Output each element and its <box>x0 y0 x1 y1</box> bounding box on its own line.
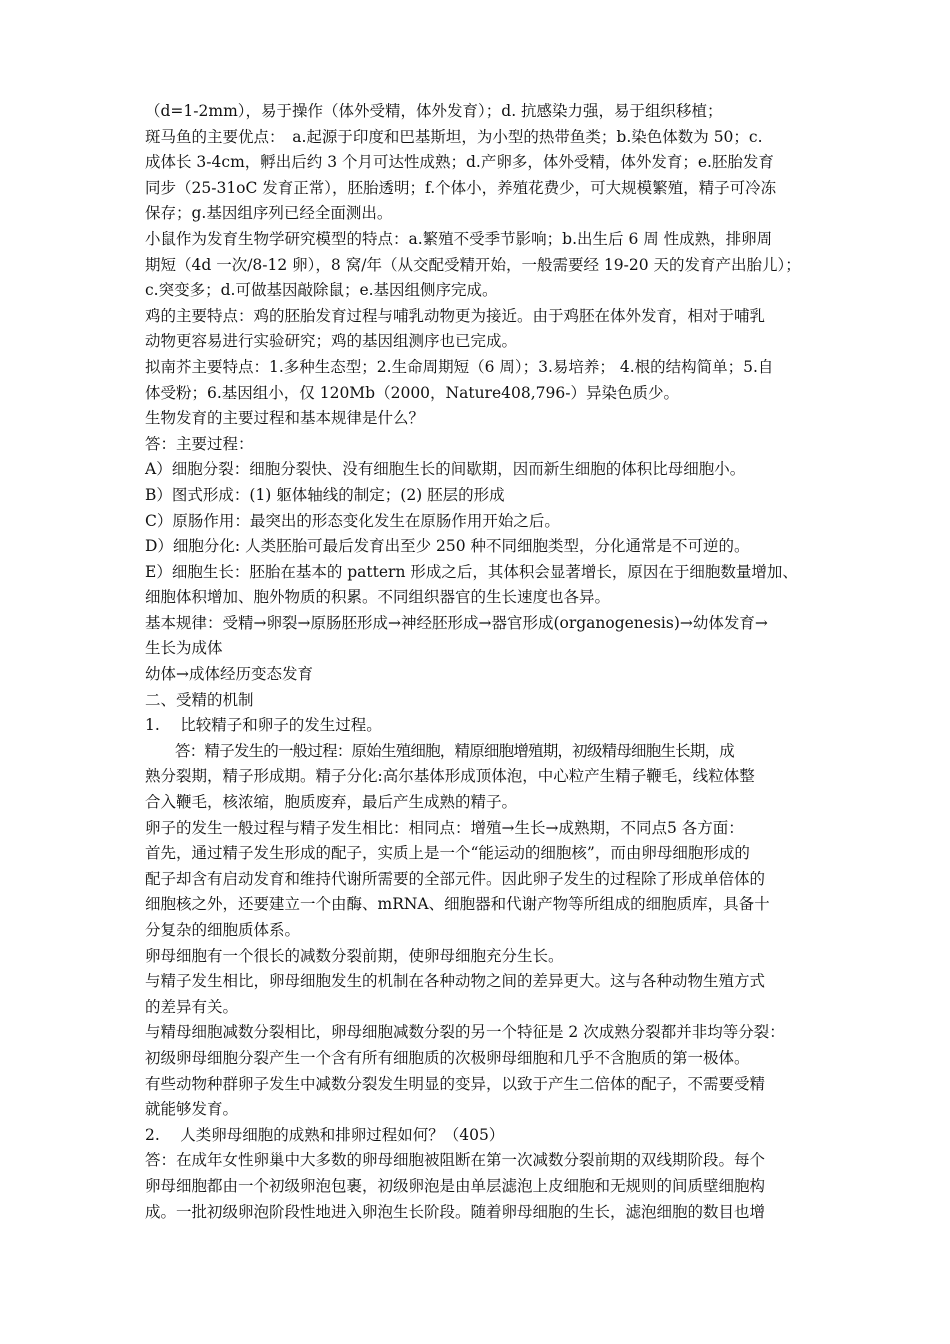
text-line: 配子却含有启动发育和维持代谢所需要的全部元件。因此卵子发生的过程除了形成单倍体的 <box>145 869 766 888</box>
text-line: 小鼠作为发育生物学研究模型的特点：a.繁殖不受季节影响；b.出生后 6 周 性成熟，排卵周 <box>145 229 773 248</box>
text-line: 2. 人类卵母细胞的成熟和排卵过程如何？（405） <box>145 1125 505 1144</box>
text-line: 熟分裂期，精子形成期。精子分化:高尔基体形成顶体泡，中心粒产生精子鞭毛，线粒体整 <box>145 767 755 786</box>
text-line: 成。一批初级卵泡阶段性地进入卵泡生长阶段。随着卵母细胞的生长，滤泡细胞的数目也增 <box>145 1202 766 1221</box>
text-line: 与精子发生相比，卵母细胞发生的机制在各种动物之间的差异更大。这与各种动物生殖方式 <box>145 972 766 991</box>
text-line: B）图式形成：(1) 躯体轴线的制定；(2) 胚层的形成 <box>145 485 505 504</box>
text-line: 卵母细胞都由一个初级卵泡包裹，初级卵泡是由单层滤泡上皮细胞和无规则的间质壁细胞构 <box>145 1176 766 1195</box>
text-line: 拟南芥主要特点：1.多种生态型；2.生命周期短（6 周）；3.易培养； 4.根的结构简单；5.自 <box>145 357 774 376</box>
text-line: 就能够发育。 <box>145 1100 239 1119</box>
text-line: 鸡的主要特点：鸡的胚胎发育过程与哺乳动物更为接近。由于鸡胚在体外发育，相对于哺乳 <box>145 306 766 325</box>
text-line: 答：在成年女性卵巢中大多数的卵母细胞被阻断在第一次减数分裂前期的双线期阶段。每个 <box>145 1151 766 1170</box>
text-line: 细胞体积增加、胞外物质的积累。不同组织器官的生长速度也各异。 <box>145 588 611 607</box>
text-line: 合入鞭毛，核浓缩，胞质废弃，最后产生成熟的精子。 <box>145 793 518 812</box>
text-line: 同步（25-31oC 发育正常），胚胎透明；f.个体小，养殖花费少，可大规模繁殖，精子可冷冻 <box>145 178 777 197</box>
text-line: 分复杂的细胞质体系。 <box>145 921 301 939</box>
text-line: 答：精子发生的一般过程：原始生殖细胞，精原细胞增殖期，初级精母细胞生长期，成 <box>175 741 735 760</box>
text-line: C）原肠作用：最突出的形态变化发生在原肠作用开始之后。 <box>145 511 560 530</box>
text-line: 有些动物种群卵子发生中减数分裂发生明显的变异，以致于产生二倍体的配子，不需要受精 <box>145 1074 766 1093</box>
text-line: 首先，通过精子发生形成的配子，实质上是一个“能运动的细胞核”，而由卵母细胞形成的 <box>145 844 750 863</box>
text-line: 基本规律：受精→卵裂→原肠胚形成→神经胚形成→器官形成(organogenesis)→幼体发育→ <box>145 613 768 632</box>
document-body <box>145 99 820 1225</box>
text-line: A）细胞分裂：细胞分裂快、没有细胞生长的间歇期，因而新生细胞的体积比母细胞小。 <box>145 460 746 479</box>
text-line: D）细胞分化: 人类胚胎可最后发育出至少 250 种不同细胞类型，分化通常是不可逆的。 <box>145 537 750 556</box>
text-line: 成体长 3-4cm，孵出后约 3 个月可达性成熟；d.产卵多，体外受精，体外发育；e.胚胎发育 <box>145 153 774 172</box>
text-line: 生物发育的主要过程和基本规律是什么？ <box>145 409 425 428</box>
text-line: E）细胞生长：胚胎在基本的 pattern 形成之后，其体积会显著增长，原因在于细胞数量增加、 <box>145 562 798 581</box>
text-line: 卵子的发生一般过程与精子发生相比：相同点：增殖→生长→成熟期，不同点5 各方面： <box>145 818 744 837</box>
text-line: 幼体→成体经历变态发育 <box>145 665 313 684</box>
text-line: 保存；g.基因组序列已经全面测出。 <box>145 204 393 223</box>
text-line: 卵母细胞有一个很长的减数分裂前期，使卵母细胞充分生长。 <box>145 946 564 965</box>
text-line: 细胞核之外，还要建立一个由酶、mRNA、细胞器和代谢产物等所组成的细胞质库，具备十 <box>145 895 770 914</box>
text-line: c.突变多；d.可做基因敲除鼠；e.基因组侧序完成。 <box>145 281 498 300</box>
text-line: 的差异有关。 <box>145 997 239 1016</box>
text-line: 斑马鱼的主要优点： a.起源于印度和巴基斯坦，为小型的热带鱼类；b.染色体数为 50；c. <box>145 127 763 146</box>
text-line: 动物更容易进行实验研究；鸡的基因组测序也已完成。 <box>145 332 518 351</box>
text-line: 答：主要过程： <box>145 434 254 453</box>
text-line: 1. 比较精子和卵子的发生过程。 <box>145 716 382 735</box>
text-line: 与精母细胞减数分裂相比，卵母细胞减数分裂的另一个特征是 2 次成熟分裂都并非均等分裂： <box>145 1023 785 1042</box>
text-line: 生长为成体 <box>145 639 223 658</box>
text-line: 初级卵母细胞分裂产生一个含有所有细胞质的次极卵母细胞和几乎不含胞质的第一极体。 <box>145 1048 750 1067</box>
text-line: 二、受精的机制 <box>145 690 254 709</box>
text-line: 体受粉；6.基因组小，仅 120Mb（2000，Nature408,796-）异染色质少。 <box>145 383 679 402</box>
text-line: 期短（4d 一次/8-12 卵），8 窝/年（从交配受精开始，一般需要经 19-20 天的发育产出胎儿）； <box>145 255 801 274</box>
text-line: （d=1-2mm），易于操作（体外受精，体外发育）；d. 抗感染力强，易于组织移植； <box>145 102 723 120</box>
